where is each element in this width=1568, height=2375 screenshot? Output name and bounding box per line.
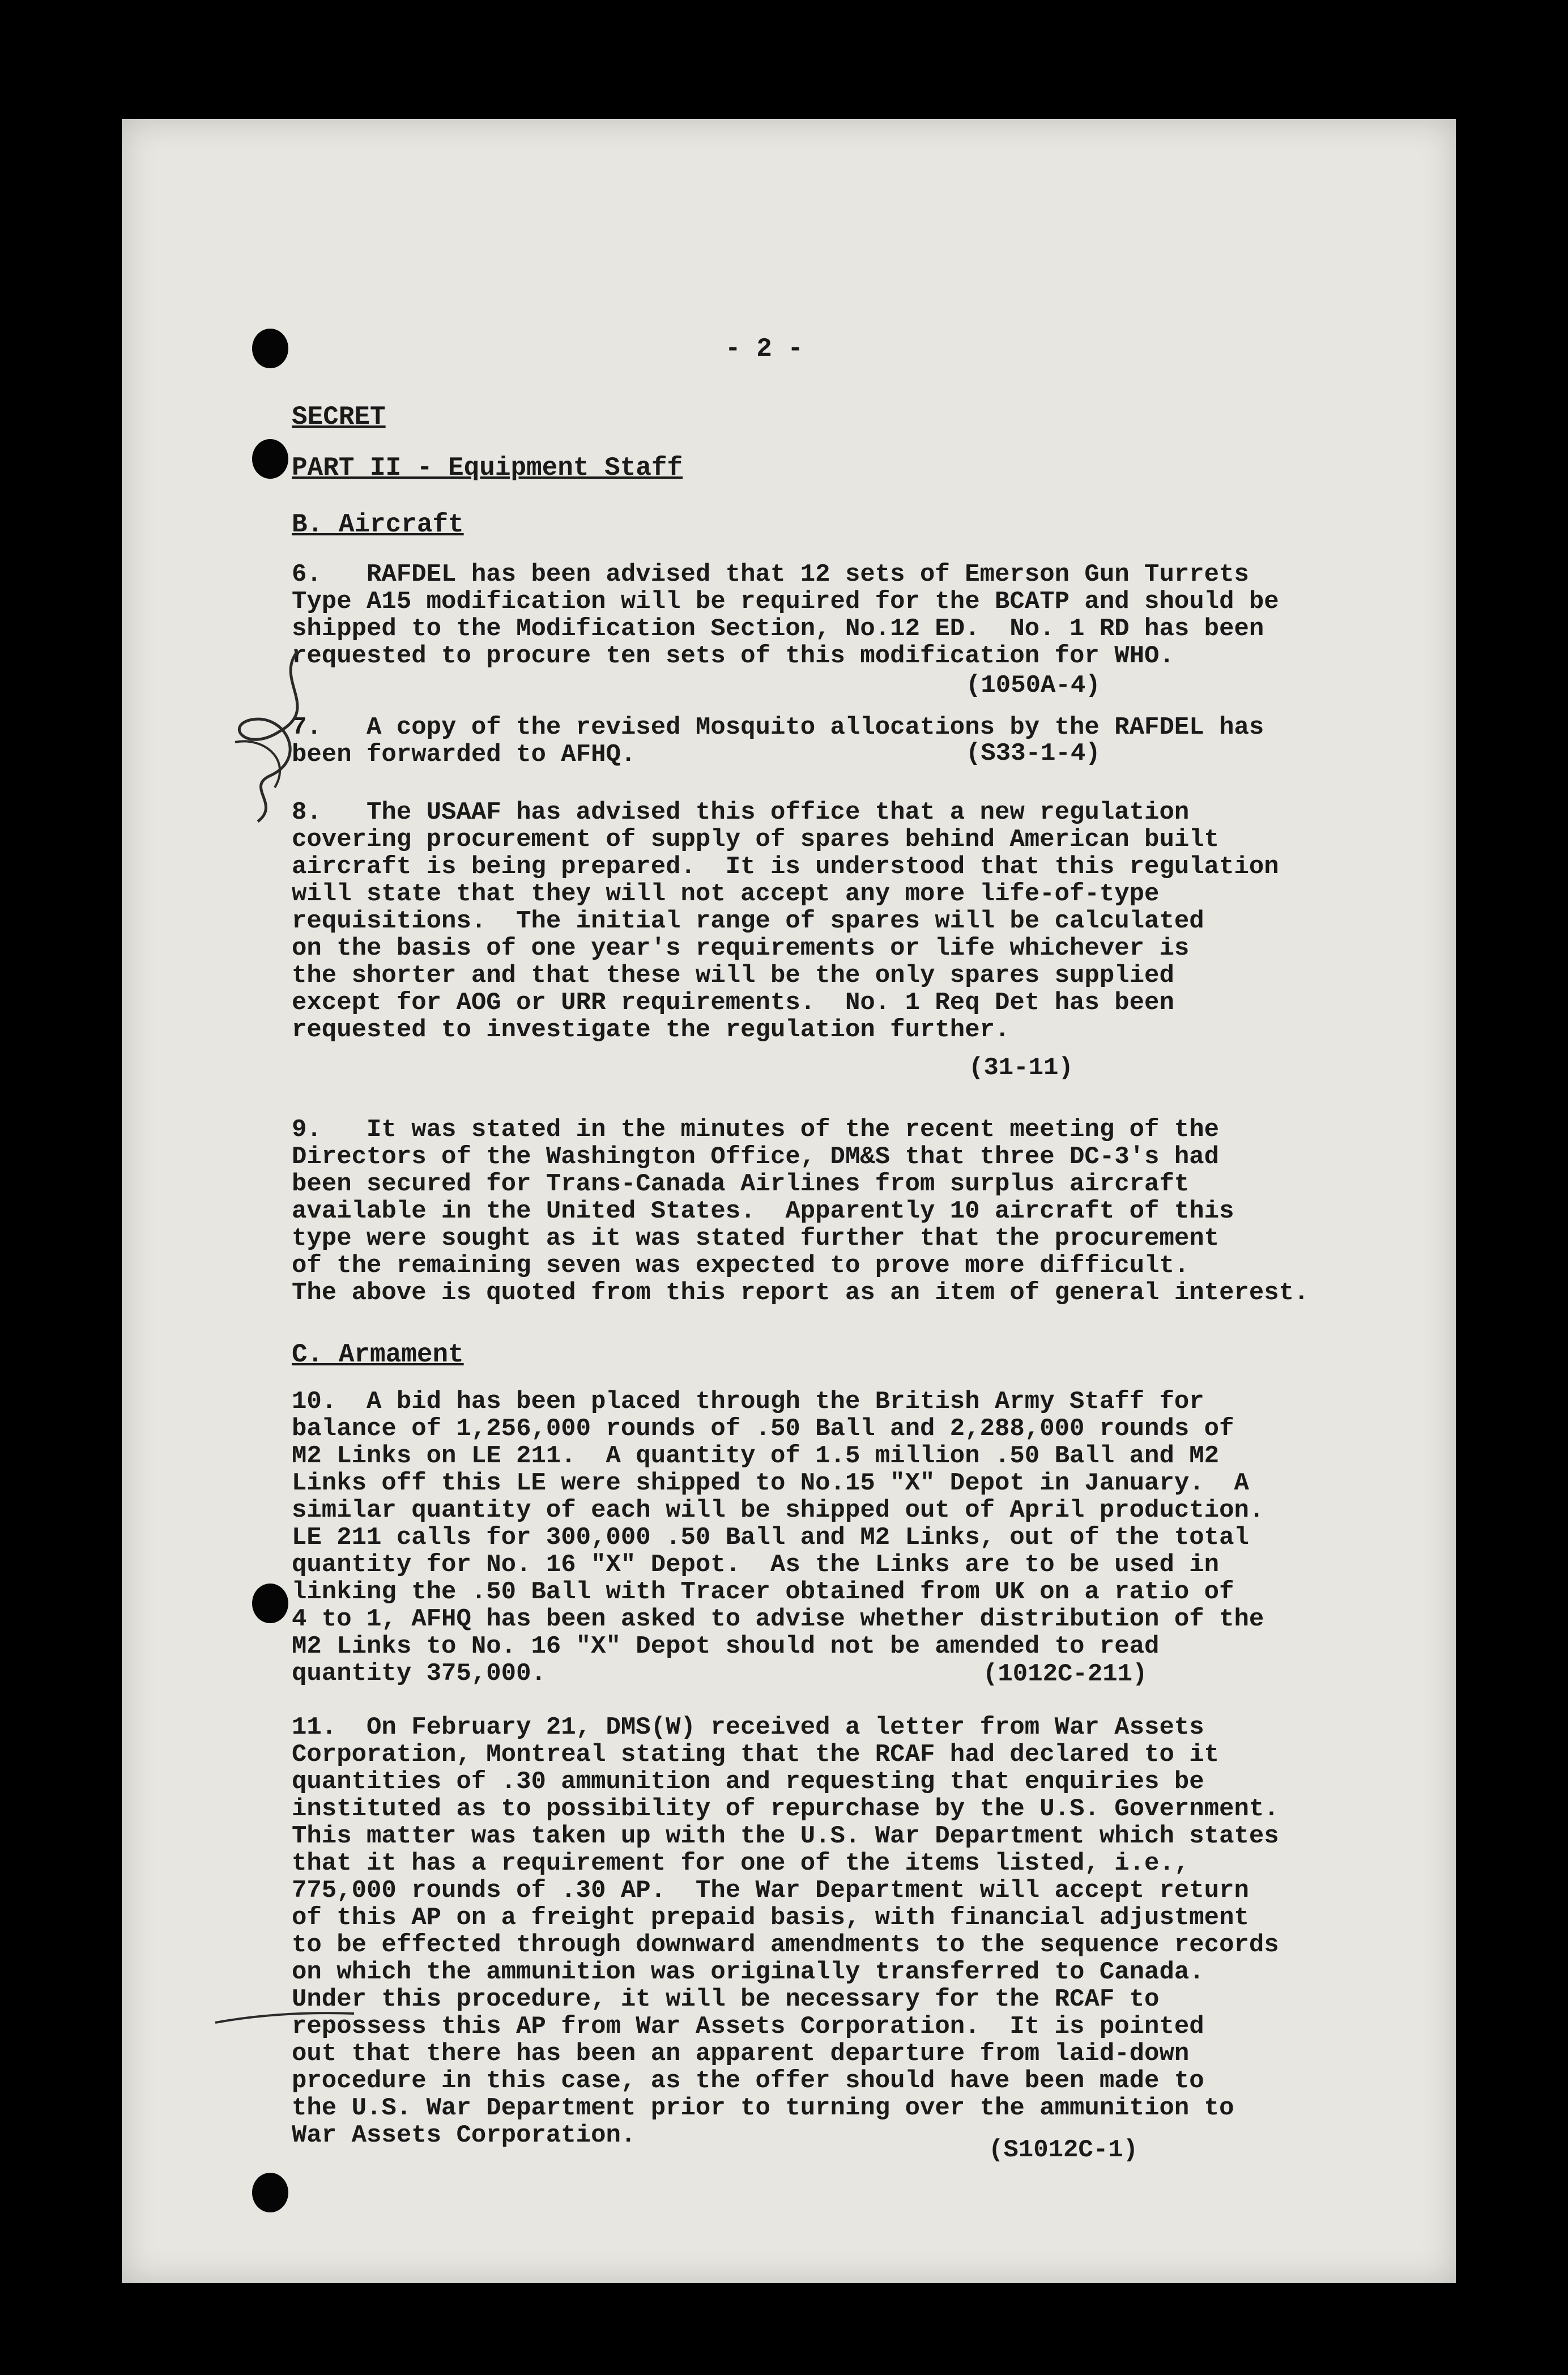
punch-hole xyxy=(252,2173,288,2212)
page-number: - 2 - xyxy=(725,334,804,364)
reference-11: (S1012C-1) xyxy=(988,2136,1139,2164)
reference-7: (S33-1-4) xyxy=(966,739,1101,768)
punch-hole xyxy=(252,329,288,368)
reference-10: (1012C-211) xyxy=(983,1660,1148,1688)
paragraph-8: 8. The USAAF has advised this office that a new regulation covering procurement of supply of spares behind American built aircraft is being prepared. It is understood that this regulation will state that they will not accept any more life-of-type requisitions. The initial range of spares will be calculated on the basis of one year's requirements or life whichever is the shorter and that these will be the only spares supplied except for AOG or URR requirements. No. 1 Req Det has been requested to investigate the regulation further. xyxy=(292,798,1279,1044)
punch-hole xyxy=(252,1584,288,1623)
handwritten-scribble-mark xyxy=(212,646,360,827)
paragraph-11: 11. On February 21, DMS(W) received a letter from War Assets Corporation, Montreal stating that the RCAF had declared to it quantities of .30 ammunition and requesting that enquiries be instituted as to possibility of repurchase by the U.S. Government. This matter was taken up with the U.S. War Department which states that it has a requirement for one of the items listed, i.e., 775,000 rounds of .30 AP. The War Department will accept return of this AP on a freight prepaid basis, with financial adjustment to be effected through downward amendments to the sequence records on which the ammunition was originally transferred to Canada. Under this procedure, it will be necessary for the RCAF to repossess this AP from War Assets Corporation. It is pointed out that there has been an apparent departure from laid-down procedure in this case, as the offer should have been made to the U.S. War Department prior to turning over the ammunition to War Assets Corporation. xyxy=(292,1713,1279,2150)
part-heading: PART II - Equipment Staff xyxy=(292,453,683,483)
classification-marking: SECRET xyxy=(292,402,386,432)
pencil-margin-line xyxy=(212,2006,360,2028)
document-page xyxy=(122,119,1456,2283)
paragraph-9: 9. It was stated in the minutes of the recent meeting of the Directors of the Washington Office, DM&S that three DC-3's had been secured for Trans-Canada Airlines from surplus aircraft available in the United States. Apparently 10 aircraft of this type were sought as it was stated further that the procurement of the remaining seven was expected to prove more difficult. The above is quoted from this report as an item of general interest. xyxy=(292,1116,1309,1307)
reference-8: (31-11) xyxy=(969,1054,1073,1082)
punch-hole xyxy=(252,439,288,479)
section-b-heading: B. Aircraft xyxy=(292,510,464,539)
paragraph-10: 10. A bid has been placed through the British Army Staff for balance of 1,256,000 rounds of .50 Ball and 2,288,000 rounds of M2 Links on LE 211. A quantity of 1.5 million .50 Ball and M2 Links off this LE were shipped to No.15 "X" Depot in January. A similar quantity of each will be shipped out of April production. LE 211 calls for 300,000 .50 Ball and M2 Links, out of the total quantity for No. 16 "X" Depot. As the Links are to be used in linking the .50 Ball with Tracer obtained from UK on a ratio of 4 to 1, AFHQ has been asked to advise whether distribution of the M2 Links to No. 16 "X" Depot should not be amended to read quantity 375,000. xyxy=(292,1387,1264,1688)
paragraph-6: 6. RAFDEL has been advised that 12 sets of Emerson Gun Turrets Type A15 modification will be required for the BCATP and should be shipped to the Modification Section, No.12 ED. No. 1 RD has been requested to procure ten sets of this modification for WHO. xyxy=(292,560,1279,670)
reference-6: (1050A-4) xyxy=(966,671,1101,700)
section-c-heading: C. Armament xyxy=(292,1340,464,1369)
paragraph-7: 7. A copy of the revised Mosquito allocations by the RAFDEL has been forwarded to AFHQ. xyxy=(292,713,1264,769)
